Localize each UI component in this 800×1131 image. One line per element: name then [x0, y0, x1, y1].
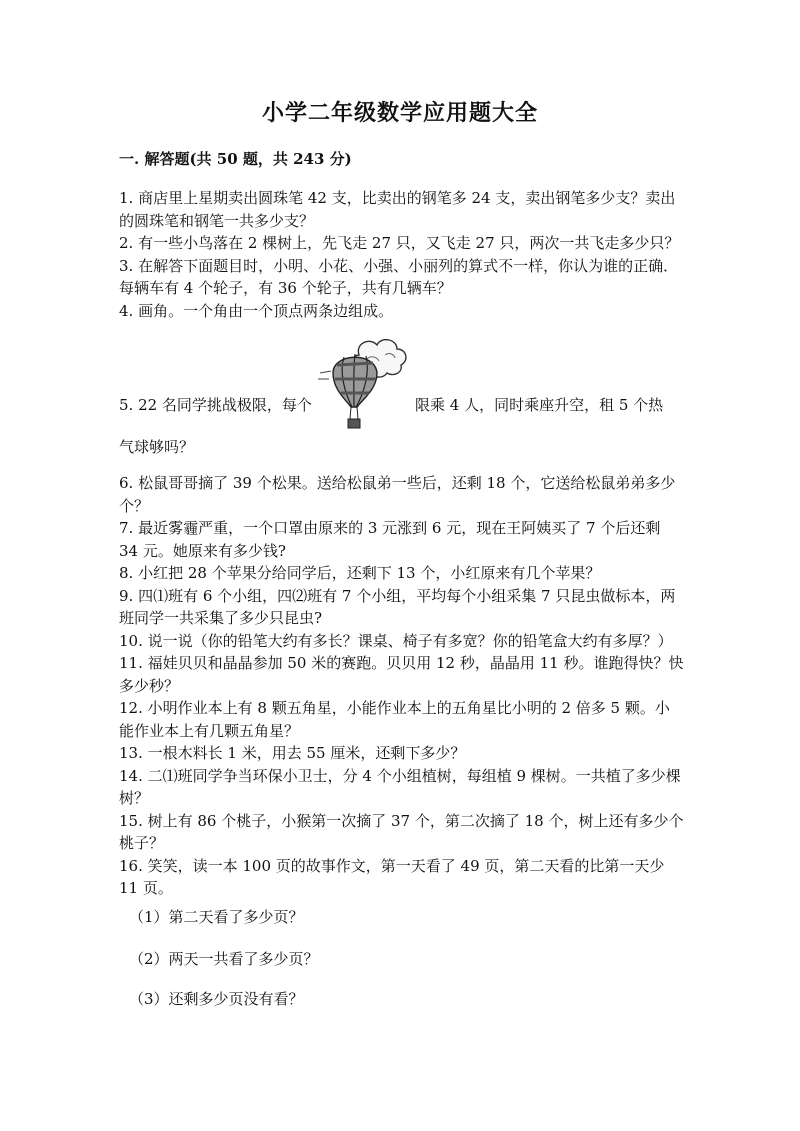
hot-air-balloon-icon: [315, 333, 410, 433]
sub-question-3: （3）还剩多少页没有看？: [129, 990, 304, 1008]
question-15: 15. 树上有 86 个桃子，小猴第一次摘了 37 个，第二次摘了 18 个，树上还有多少个桃子？: [119, 811, 684, 852]
question-5-part-3: 气球够吗？: [119, 438, 195, 456]
question-10: 10. 说一说（你的铅笔大约有多长？课桌、椅子有多宽？你的铅笔盒大约有多厚？）: [119, 631, 673, 650]
question-8: 8. 小红把 28 个苹果分给同学后，还剩下 13 个，小红原来有几个苹果？: [119, 564, 601, 582]
question-13: 13. 一根木料长 1 米，用去 55 厘米，还剩下多少？: [119, 744, 466, 762]
section-heading: 一. 解答题(共 50 题，共 243 分): [119, 150, 352, 168]
question-5-part-2: 限乘 4 人，同时乘座升空，租 5 个热: [415, 396, 664, 414]
question-14: 14. 二⑴班同学争当环保小卫士，分 4 个小组植树，每组植 9 棵树。一共植了多少棵树？: [119, 766, 681, 807]
question-16: 16. 笑笑，读一本 100 页的故事作文，第一天看了 49 页，第二天看的比第一天少 11 页。: [119, 856, 665, 897]
question-6: 6. 松鼠哥哥摘了 39 个松果。送给松鼠弟一些后，还剩 18 个，它送给松鼠弟弟多少个？: [119, 474, 676, 515]
question-group-6-16: [119, 472, 684, 900]
question-9: 9. 四⑴班有 6 个小组，四⑵班有 7 个小组，平均每个小组采集 7 只昆虫做标本，两班同学一共采集了多少只昆虫?: [119, 586, 676, 627]
question-11: 11. 福娃贝贝和晶晶参加 50 米的赛跑。贝贝用 12 秒，晶晶用 11 秒。谁跑得快？快多少秒？: [119, 654, 684, 695]
page-title: 小学二年级数学应用题大全: [261, 100, 538, 126]
question-7: 7. 最近雾霾严重，一个口罩由原来的 3 元涨到 6 元，现在王阿姨买了 7 个后还剩 34 元。她原来有多少钱?: [119, 519, 661, 560]
question-12: 12. 小明作业本上有 8 颗五角星，小能作业本上的五角星比小明的 2 倍多 5 颗。小能作业本上有几颗五角星？: [119, 699, 670, 740]
question-2: 2. 有一些小鸟落在 2 棵树上，先飞走 27 只，又飞走 27 只，两次一共飞走多少只？: [119, 234, 680, 252]
question-5-part-1: 5. 22 名同学挑战极限，每个: [119, 396, 312, 414]
question-3: 3. 在解答下面题目时，小明、小花、小强、小丽列的算式不一样，你认为谁的正确．每辆车有 4 个轮子，有 36 个轮子，共有几辆车？: [119, 256, 679, 297]
question-group-1-4: [119, 187, 684, 322]
question-5: [119, 333, 699, 463]
question-1: 1. 商店里上星期卖出圆珠笔 42 支，比卖出的钢笔多 24 支，卖出钢笔多少支？卖出的圆珠笔和钢笔一共多少支？: [119, 189, 676, 230]
question-4: 4. 画角。一个角由一个顶点两条边组成。: [119, 301, 394, 320]
sub-question-1: （1）第二天看了多少页？: [129, 908, 304, 926]
sub-question-2: （2）两天一共看了多少页？: [129, 950, 319, 968]
